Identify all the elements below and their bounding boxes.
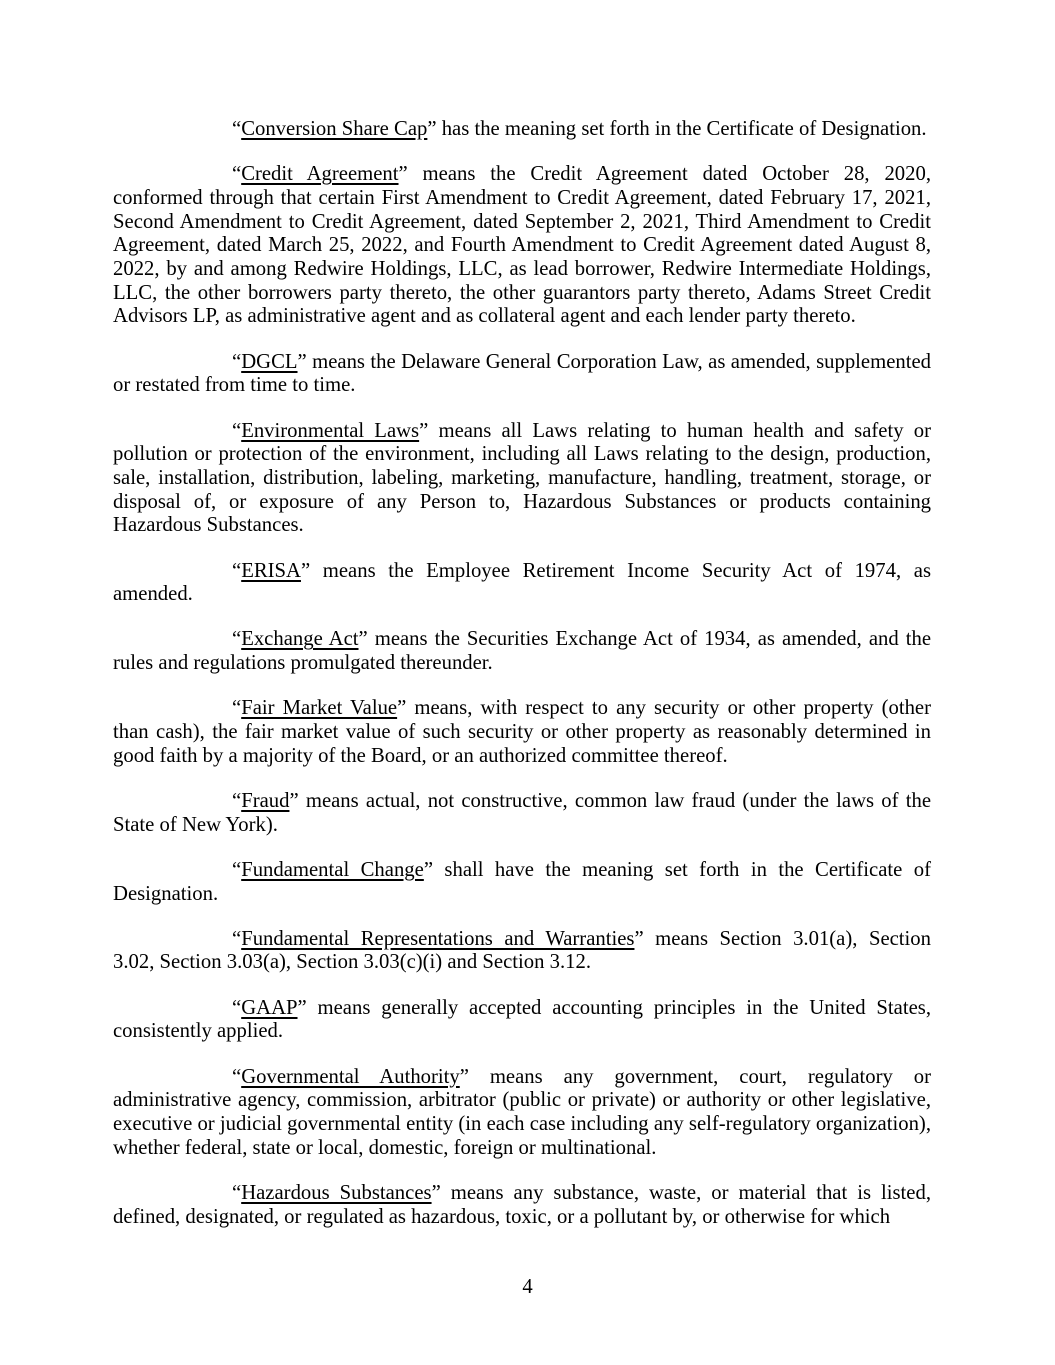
definition-body: ” shall have the meaning set forth in the Certificate of Designation.	[113, 858, 931, 905]
open-quote: “	[232, 789, 242, 812]
open-quote: “	[232, 697, 242, 720]
definition-term: ERISA	[241, 559, 301, 582]
open-quote: “	[232, 118, 242, 140]
definition-paragraph	[113, 928, 931, 975]
definition-paragraph	[113, 351, 931, 398]
definition-body: ” means all Laws relating to human health and safety or pollution or protection of the environment, including all Laws relating to the design, production, sale, installation, distribution, labeling, marketing, manufacture, handling, treatment, storage, or disposal of, or exposure of any Person to, Hazardous Substances or products containing Hazardous Substances.	[113, 419, 931, 537]
definition-term: Fundamental Representations and Warranties	[241, 927, 635, 950]
open-quote: “	[232, 858, 242, 881]
open-quote: “	[232, 350, 242, 373]
definition-term: DGCL	[241, 350, 298, 373]
open-quote: “	[232, 628, 242, 651]
definition-term: Environmental Laws	[241, 419, 420, 442]
open-quote: “	[232, 927, 242, 950]
definition-term: Credit Agreement	[241, 163, 399, 186]
definition-body: ” means generally accepted accounting principles in the United States, consistently applied.	[113, 996, 931, 1043]
page-number: 4	[522, 1276, 533, 1298]
definition-term: Fair Market Value	[241, 697, 398, 720]
open-quote: “	[232, 163, 242, 186]
definition-paragraph	[113, 1182, 931, 1229]
open-quote: “	[232, 559, 242, 582]
open-quote: “	[232, 996, 242, 1019]
definition-term: Fundamental Change	[241, 858, 424, 881]
definition-paragraph	[113, 997, 931, 1044]
definition-body: ” means the Employee Retirement Income Security Act of 1974, as amended.	[113, 559, 931, 606]
definition-term: Conversion Share Cap	[241, 118, 428, 140]
open-quote: “	[232, 1065, 242, 1088]
definition-body: ” has the meaning set forth in the Certificate of Designation.	[427, 118, 927, 140]
definitions-section	[113, 118, 931, 1229]
definition-paragraph	[113, 628, 931, 675]
definition-body: ” means the Securities Exchange Act of 1934, as amended, and the rules and regulations promulgated thereunder.	[113, 628, 931, 675]
definition-body: ” means actual, not constructive, common law fraud (under the laws of the State of New York).	[113, 789, 931, 836]
definition-body: ” means the Credit Agreement dated October 28, 2020, conformed through that certain First Amendment to Credit Agreement, dated February 17, 2021, Second Amendment to Credit Agreement, dated September 2, 2021, Third Amendment to Credit Agreement, dated March 25, 2022, and Fourth Amendment to Credit Agreement dated August 8, 2022, by and among Redwire Holdings, LLC, as lead borrower, Redwire Intermediate Holdings, LLC, the other borrowers party thereto, the other guarantors party thereto, Adams Street Credit Advisors LP, as administrative agent and as collateral agent and each lender party thereto.	[113, 163, 931, 328]
definition-body: ” means Section 3.01(a), Section 3.02, Section 3.03(a), Section 3.03(c)(i) and Section 3.12.	[113, 927, 931, 974]
definition-body: ” means, with respect to any security or other property (other than cash), the fair market value of such security or other property as reasonably determined in good faith by a majority of the Board, or an authorized committee thereof.	[113, 697, 931, 767]
definition-term: Governmental Authority	[241, 1065, 460, 1088]
definition-term: GAAP	[241, 996, 298, 1019]
definition-paragraph	[113, 1066, 931, 1161]
definition-term: Fraud	[241, 789, 290, 812]
definition-term: Exchange Act	[241, 628, 359, 651]
definition-body: ” means any substance, waste, or material that is listed, defined, designated, or regulated as hazardous, toxic, or a pollutant by, or otherwise for which	[113, 1181, 931, 1228]
definition-paragraph	[113, 697, 931, 768]
definition-paragraph	[113, 163, 931, 329]
definition-body: ” means any government, court, regulatory or administrative agency, commission, arbitrator (public or private) or authority or other legislative, executive or judicial governmental entity (in each case including any self-regulatory organization), whether federal, state or local, domestic, foreign or multinational.	[113, 1065, 931, 1159]
definition-paragraph	[113, 790, 931, 837]
definition-paragraph	[113, 420, 931, 539]
definition-paragraph	[113, 118, 931, 142]
open-quote: “	[232, 1181, 242, 1204]
open-quote: “	[232, 419, 242, 442]
definition-term: Hazardous Substances	[241, 1181, 432, 1204]
definition-paragraph	[113, 560, 931, 607]
definition-body: ” means the Delaware General Corporation Law, as amended, supplemented or restated from time to time.	[113, 350, 931, 397]
definition-paragraph	[113, 859, 931, 906]
page-footer	[0, 1276, 1055, 1300]
